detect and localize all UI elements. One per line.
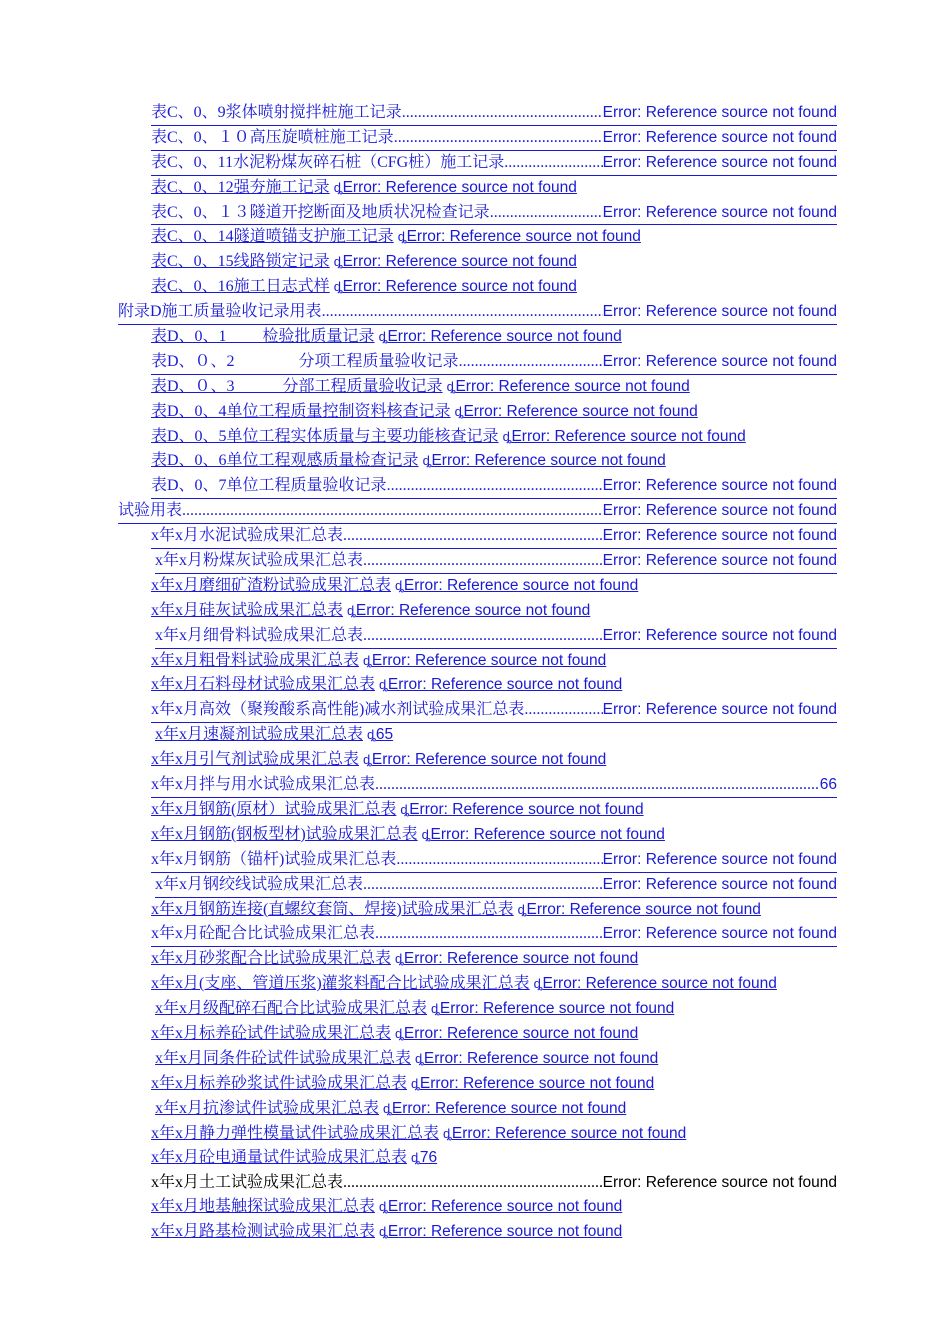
toc-entry-title: x年x月钢筋连接(直螺纹套筒、焊接)试验成果汇总表 xyxy=(151,900,514,918)
tab-mark-icon: ȡ xyxy=(397,229,407,245)
toc-entry[interactable] xyxy=(151,898,837,923)
toc-entry-page-ref: Error: Reference source not found xyxy=(403,950,639,968)
tab-mark-icon: ȡ xyxy=(378,329,388,345)
toc-entry xyxy=(151,1171,837,1195)
toc-entry-page-ref: Error: Reference source not found xyxy=(511,427,746,445)
toc-entry-page-ref: Error: Reference source not found xyxy=(430,825,665,843)
toc-entry-title: x年x月石料母材试验成果汇总表 xyxy=(151,676,376,694)
dot-leader xyxy=(394,126,603,150)
dot-leader xyxy=(375,922,603,946)
toc-entry-page-ref: Error: Reference source not found xyxy=(387,328,622,346)
toc-entry-page-ref: Error: Reference source not found xyxy=(455,377,690,395)
dot-leader xyxy=(343,524,603,548)
toc-entry-page-ref: Error: Reference source not found xyxy=(602,1174,837,1192)
tab-mark-icon: ȡ xyxy=(395,1025,404,1041)
tab-mark-icon: ȡ xyxy=(383,1100,392,1116)
toc-entry-title: 表C、0、15线路锁定记录 xyxy=(151,253,330,271)
toc-entry-title: 表C、0、12强夯施工记录 xyxy=(151,178,330,196)
toc-entry[interactable] xyxy=(151,599,837,624)
toc-entry-title: 附录D施工质量验收记录用表 xyxy=(118,303,322,321)
toc-entry-title: x年x月钢绞线试验成果汇总表 xyxy=(155,875,364,893)
toc-entry-page-ref: Error: Reference source not found xyxy=(371,751,607,769)
toc-entry[interactable] xyxy=(151,922,837,947)
toc-entry-page-ref: Error: Reference source not found xyxy=(387,1198,623,1216)
toc-entry-title: x年x月路基检测试验成果汇总表 xyxy=(151,1223,376,1241)
toc-entry[interactable] xyxy=(151,1022,837,1047)
dot-leader xyxy=(363,549,603,573)
toc-entry[interactable] xyxy=(151,176,837,201)
toc-entry-title: x年x月硅灰试验成果汇总表 xyxy=(151,601,344,619)
toc-entry[interactable] xyxy=(151,350,837,375)
tab-mark-icon: ȡ xyxy=(379,1199,388,1215)
toc-entry[interactable] xyxy=(151,225,837,250)
toc-entry-title: x年x月钢筋（锚杆)试验成果汇总表 xyxy=(151,850,397,868)
toc-entry[interactable] xyxy=(151,748,837,773)
tab-mark-icon: ȡ xyxy=(367,727,376,743)
toc-entry-page-ref: Error: Reference source not found xyxy=(602,128,837,146)
toc-entry-title: x年x月磨细矿渣粉试验成果汇总表 xyxy=(151,576,392,594)
toc-entry[interactable] xyxy=(151,773,837,798)
dot-leader xyxy=(396,848,602,872)
toc-entry[interactable] xyxy=(151,425,837,450)
toc-entry[interactable] xyxy=(151,400,837,425)
toc-entry-title: x年x月标养砂浆试件试验成果汇总表 xyxy=(151,1074,408,1092)
dot-leader xyxy=(387,474,603,498)
toc-entry-page-ref: Error: Reference source not found xyxy=(451,1124,687,1142)
toc-entry-page-ref: Error: Reference source not found xyxy=(602,153,837,171)
toc-entry-page-ref: Error: Reference source not found xyxy=(602,626,837,644)
toc-entry[interactable] xyxy=(151,1195,837,1220)
toc-entry-title: x年x月砼配合比试验成果汇总表 xyxy=(151,925,376,943)
toc-entry[interactable] xyxy=(151,250,837,275)
toc-entry[interactable] xyxy=(155,549,837,574)
toc-entry[interactable] xyxy=(151,151,837,176)
toc-entry[interactable] xyxy=(151,574,837,599)
toc-entry-title: x年x月砂浆配合比试验成果汇总表 xyxy=(151,950,392,968)
toc-entry-title: x年x月静力弹性模量试件试验成果汇总表 xyxy=(151,1124,440,1142)
tab-mark-icon: ȡ xyxy=(502,428,512,444)
toc-entry-title: x年x月标养砼试件试验成果汇总表 xyxy=(151,1024,392,1042)
toc-entry-title: 表C、0、１０高压旋喷桩施工记录 xyxy=(151,128,394,146)
tab-mark-icon: ȡ xyxy=(411,1075,420,1091)
toc-entry[interactable] xyxy=(155,1047,837,1072)
toc-entry-title: x年x月抗渗试件试验成果汇总表 xyxy=(155,1099,380,1117)
toc-entry-page-ref: Error: Reference source not found xyxy=(371,651,607,669)
toc-entry-page-ref: Error: Reference source not found xyxy=(391,1099,627,1117)
toc-entry-page-ref: Error: Reference source not found xyxy=(602,104,837,121)
tab-mark-icon: ȡ xyxy=(379,677,388,693)
toc-entry-page-ref: 76 xyxy=(419,1149,438,1167)
dot-leader xyxy=(375,773,820,797)
toc-entry[interactable] xyxy=(151,474,837,499)
toc-entry-title: x年x月砼电通量试件试验成果汇总表 xyxy=(151,1149,408,1167)
toc-entry-title: x年x月级配碎石配合比试验成果汇总表 xyxy=(155,1000,428,1018)
toc-entry-title: x年x月引气剂试验成果汇总表 xyxy=(151,751,360,769)
toc-entry[interactable] xyxy=(151,798,837,823)
toc-entry[interactable] xyxy=(151,375,837,400)
toc-entry[interactable] xyxy=(151,325,837,350)
toc-entry-page-ref: Error: Reference source not found xyxy=(602,850,837,868)
toc-entry[interactable] xyxy=(151,823,837,848)
toc-entry-page-ref: 65 xyxy=(375,726,394,744)
toc-entry[interactable] xyxy=(155,997,837,1022)
toc-entry[interactable] xyxy=(155,624,837,649)
tab-mark-icon: ȡ xyxy=(400,801,410,817)
toc-entry-title: 表C、0、11水泥粉煤灰碎石桩（CFG桩）施工记录 xyxy=(151,153,505,171)
toc-entry-title: 试验用表 xyxy=(118,502,183,520)
tab-mark-icon: ȡ xyxy=(395,577,404,593)
tab-mark-icon: ȡ xyxy=(379,1224,388,1240)
toc-entry[interactable] xyxy=(151,1072,837,1097)
toc-entry-title: x年x月(支座、管道压浆)灌浆料配合比试验成果汇总表 xyxy=(151,975,530,993)
toc-entry-page-ref: Error: Reference source not found xyxy=(409,800,644,818)
toc-entry-page-ref: Error: Reference source not found xyxy=(355,601,591,619)
toc-entry-title: x年x月高效（聚羧酸系高性能)减水剂试验成果汇总表 xyxy=(151,701,525,719)
tab-mark-icon: ȡ xyxy=(431,1001,440,1017)
toc-entry-title: x年x月地基触探试验成果汇总表 xyxy=(151,1198,376,1216)
tab-mark-icon: ȡ xyxy=(333,254,343,270)
tab-mark-icon: ȡ xyxy=(411,1150,420,1166)
toc-entry-page-ref: Error: Reference source not found xyxy=(526,900,761,918)
tab-mark-icon: ȡ xyxy=(421,826,431,842)
toc-entry-title: x年x月钢筋(钢板型材)试验成果汇总表 xyxy=(151,825,418,843)
toc-entry-page-ref: Error: Reference source not found xyxy=(602,352,837,370)
toc-entry-page-ref: Error: Reference source not found xyxy=(602,203,837,221)
tab-mark-icon: ȡ xyxy=(333,279,343,295)
toc-entry-page-ref: Error: Reference source not found xyxy=(602,925,837,943)
toc-entry-title: 表D、0、6单位工程观感质量检查记录 xyxy=(151,452,419,470)
toc-entry-title: x年x月粉煤灰试验成果汇总表 xyxy=(155,552,364,570)
tab-mark-icon: ȡ xyxy=(363,652,372,668)
toc-entry-title: 表C、0、14隧道喷锚支护施工记录 xyxy=(151,228,394,246)
toc-entry-title: 表C、0、16施工日志式样 xyxy=(151,278,330,296)
tab-mark-icon: ȡ xyxy=(422,453,432,469)
toc-entry-title: 表D、0、5单位工程实体质量与主要功能核查记录 xyxy=(151,427,499,445)
toc-entry-title: x年x月水泥试验成果汇总表 xyxy=(151,527,344,545)
toc-entry-title: x年x月细骨料试验成果汇总表 xyxy=(155,626,364,644)
tab-mark-icon: ȡ xyxy=(533,976,543,992)
toc-entry-page-ref: Error: Reference source not found xyxy=(419,1074,655,1092)
toc-entry-page-ref: 66 xyxy=(819,776,837,794)
tab-mark-icon: ȡ xyxy=(446,378,456,394)
toc-entry-page-ref: Error: Reference source not found xyxy=(602,552,837,570)
toc-entry[interactable] xyxy=(151,201,837,226)
toc-entry-page-ref: Error: Reference source not found xyxy=(602,477,837,495)
toc-entry-page-ref: Error: Reference source not found xyxy=(602,875,837,893)
toc-entry[interactable] xyxy=(151,1220,837,1245)
tab-mark-icon: ȡ xyxy=(333,179,343,195)
tab-mark-icon: ȡ xyxy=(454,403,464,419)
toc-entry-title: x年x月同条件砼试件试验成果汇总表 xyxy=(155,1049,412,1067)
toc-entry-title: 表D、０、3 分部工程质量验收记录 xyxy=(151,377,443,395)
toc-entry-title: 表D、0、1 检验批质量记录 xyxy=(151,328,375,346)
toc-entry-title: x年x月拌与用水试验成果汇总表 xyxy=(151,776,376,794)
tab-mark-icon: ȡ xyxy=(517,901,527,917)
toc-entry-page-ref: Error: Reference source not found xyxy=(431,452,666,470)
toc-entry[interactable] xyxy=(118,300,837,325)
toc-entry[interactable] xyxy=(118,499,837,524)
toc-entry[interactable] xyxy=(155,873,837,898)
toc-entry[interactable] xyxy=(151,1146,837,1171)
toc-entry-page-ref: Error: Reference source not found xyxy=(602,303,837,321)
toc-entry[interactable] xyxy=(151,275,837,300)
toc-entry-page-ref: Error: Reference source not found xyxy=(542,975,777,993)
toc-entry[interactable] xyxy=(155,723,837,748)
toc-entry-page-ref: Error: Reference source not found xyxy=(403,576,639,594)
toc-entry-title: x年x月速凝剂试验成果汇总表 xyxy=(155,726,364,744)
toc-entry-title: 表C、0、9浆体喷射搅拌桩施工记录 xyxy=(151,104,402,121)
toc-entry-page-ref: Error: Reference source not found xyxy=(406,228,641,246)
toc-entry-title: x年x月土工试验成果汇总表 xyxy=(151,1174,344,1192)
toc-entry-page-ref: Error: Reference source not found xyxy=(342,278,577,296)
toc-entry-title: 表D、0、7单位工程质量验收记录 xyxy=(151,477,387,495)
toc-entry-page-ref: Error: Reference source not found xyxy=(602,527,837,545)
tab-mark-icon: ȡ xyxy=(443,1125,452,1141)
toc-entry-page-ref: Error: Reference source not found xyxy=(439,1000,675,1018)
toc-entry-page-ref: Error: Reference source not found xyxy=(342,253,577,271)
tab-mark-icon: ȡ xyxy=(347,602,356,618)
toc-entry-page-ref: Error: Reference source not found xyxy=(602,502,837,520)
toc-entry[interactable] xyxy=(151,449,837,474)
toc-entry-page-ref: Error: Reference source not found xyxy=(463,402,698,420)
toc-entry[interactable] xyxy=(151,698,837,723)
toc-entry-title: 表C、0、１３隧道开挖断面及地质状况检查记录 xyxy=(151,203,490,221)
tab-mark-icon: ȡ xyxy=(363,752,372,768)
dot-leader xyxy=(363,873,603,897)
toc-entry[interactable] xyxy=(151,101,837,126)
dot-leader xyxy=(322,300,603,324)
toc-entry-title: 表D、０、2 分项工程质量验收记录 xyxy=(151,352,459,370)
toc-entry[interactable] xyxy=(151,947,837,972)
toc-entry-page-ref: Error: Reference source not found xyxy=(342,178,577,196)
dot-leader xyxy=(459,350,603,374)
dot-leader xyxy=(402,101,603,125)
table-of-contents xyxy=(0,101,950,1245)
toc-entry[interactable] xyxy=(151,524,837,549)
toc-entry-page-ref: Error: Reference source not found xyxy=(423,1049,659,1067)
toc-entry[interactable] xyxy=(151,673,837,698)
dot-leader xyxy=(524,698,602,722)
toc-entry-title: x年x月粗骨料试验成果汇总表 xyxy=(151,651,360,669)
toc-entry[interactable] xyxy=(155,1097,837,1122)
toc-entry[interactable] xyxy=(151,1122,837,1147)
tab-mark-icon: ȡ xyxy=(415,1050,424,1066)
toc-entry-title: 表D、0、4单位工程质量控制资料核查记录 xyxy=(151,402,451,420)
dot-leader xyxy=(504,151,602,175)
toc-entry-title: x年x月钢筋(原材）试验成果汇总表 xyxy=(151,800,397,818)
toc-entry-page-ref: Error: Reference source not found xyxy=(403,1024,639,1042)
toc-entry[interactable] xyxy=(151,848,837,873)
dot-leader xyxy=(182,499,603,523)
toc-entry-page-ref: Error: Reference source not found xyxy=(387,1223,623,1241)
dot-leader xyxy=(343,1171,603,1195)
toc-entry[interactable] xyxy=(151,126,837,151)
toc-entry-page-ref: Error: Reference source not found xyxy=(602,701,837,719)
toc-entry[interactable] xyxy=(151,649,837,674)
toc-entry[interactable] xyxy=(151,972,837,997)
dot-leader xyxy=(490,201,603,225)
dot-leader xyxy=(363,624,603,648)
tab-mark-icon: ȡ xyxy=(395,951,404,967)
toc-entry-page-ref: Error: Reference source not found xyxy=(387,676,623,694)
